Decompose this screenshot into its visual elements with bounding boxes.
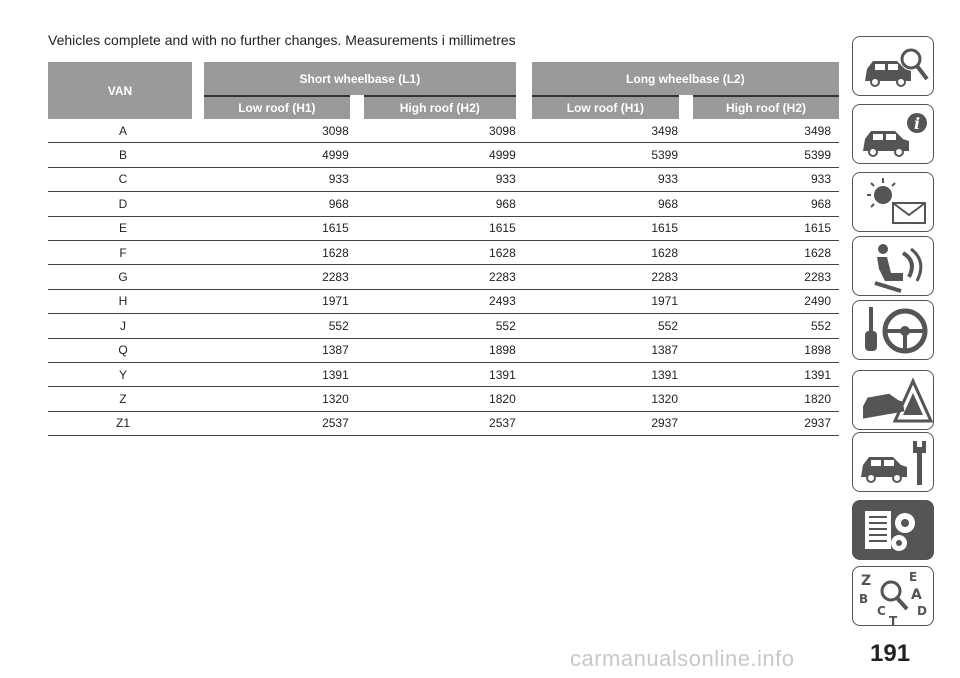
cell: 5399 (524, 143, 686, 167)
table-row (48, 387, 839, 411)
cell: 2283 (357, 265, 524, 289)
table-row (48, 143, 839, 167)
sidebar-tab-information[interactable] (852, 104, 934, 164)
row-label: G (48, 265, 198, 289)
cell: 3098 (357, 119, 524, 143)
cell: 3498 (686, 119, 839, 143)
sidebar-tab-warning-lights[interactable] (852, 172, 934, 232)
seat-airbag-icon (853, 237, 935, 297)
car-search-icon (853, 37, 935, 97)
cell: 1391 (198, 362, 357, 386)
cell: 933 (357, 167, 524, 191)
cell: 3498 (524, 119, 686, 143)
cell: 4999 (198, 143, 357, 167)
cell: 933 (524, 167, 686, 191)
long-wheelbase-header: Long wheelbase (L2) (524, 62, 839, 96)
cell: 552 (686, 314, 839, 338)
cell: 1387 (524, 338, 686, 362)
index-letter: Z (861, 573, 872, 589)
dimensions-table (48, 62, 839, 436)
cell: 1391 (524, 362, 686, 386)
svg-text:i: i (914, 114, 921, 133)
table-row (48, 338, 839, 362)
car-breakdown-warning-icon (853, 371, 935, 431)
cell: 2493 (357, 289, 524, 313)
sidebar-tab-starting-and-driving[interactable] (852, 300, 934, 360)
cell: 2283 (198, 265, 357, 289)
index-letter: E (909, 570, 918, 584)
cell: 1898 (357, 338, 524, 362)
table-row (48, 265, 839, 289)
cell: 1628 (524, 240, 686, 264)
cell: 968 (686, 192, 839, 216)
watermark: carmanualsonline.info (570, 646, 795, 671)
cell: 2283 (524, 265, 686, 289)
cell: 3098 (198, 119, 357, 143)
row-label: F (48, 240, 198, 264)
sidebar-tab-in-an-emergency[interactable] (852, 370, 934, 430)
index-letter: T (889, 614, 898, 627)
cell: 2937 (524, 411, 686, 435)
row-label: Q (48, 338, 198, 362)
cell: 2537 (198, 411, 357, 435)
cell: 4999 (357, 143, 524, 167)
cell: 1971 (524, 289, 686, 313)
cell: 1628 (357, 240, 524, 264)
cell: 2537 (357, 411, 524, 435)
subheader-l1-h1: Low roof (H1) (198, 96, 357, 119)
cell: 933 (198, 167, 357, 191)
index-letter: B (859, 592, 869, 606)
cell: 1320 (198, 387, 357, 411)
cell: 1898 (686, 338, 839, 362)
row-label: H (48, 289, 198, 313)
index-letter: A (911, 587, 922, 603)
table-row (48, 240, 839, 264)
cell: 552 (357, 314, 524, 338)
technical-data-gear-icon (853, 501, 935, 561)
cell: 1820 (686, 387, 839, 411)
table-row (48, 362, 839, 386)
row-label: C (48, 167, 198, 191)
sidebar-tab-index[interactable] (852, 566, 934, 626)
table-row (48, 167, 839, 191)
cell: 1628 (198, 240, 357, 264)
sidebar-tab-technical-data[interactable] (852, 500, 934, 560)
sidebar-tab-servicing-and-care[interactable] (852, 432, 934, 492)
cell: 1628 (686, 240, 839, 264)
cell: 1971 (198, 289, 357, 313)
row-label: B (48, 143, 198, 167)
car-wrench-icon (853, 433, 935, 493)
short-wheelbase-header: Short wheelbase (L1) (198, 62, 524, 96)
row-label: A (48, 119, 198, 143)
page-number: 191 (870, 640, 911, 667)
cell: 1391 (357, 362, 524, 386)
row-label: D (48, 192, 198, 216)
warning-light-message-icon (853, 173, 935, 233)
cell: 933 (686, 167, 839, 191)
cell: 552 (524, 314, 686, 338)
subheader-l2-h2: High roof (H2) (686, 96, 839, 119)
index-letter: C (877, 604, 886, 618)
table-row (48, 289, 839, 313)
cell: 2490 (686, 289, 839, 313)
table-row (48, 119, 839, 143)
cell: 1391 (686, 362, 839, 386)
index-letter: D (917, 604, 927, 618)
cell: 968 (198, 192, 357, 216)
sidebar-tab-safety[interactable] (852, 236, 934, 296)
row-label: E (48, 216, 198, 240)
row-label: Y (48, 362, 198, 386)
cell: 1320 (524, 387, 686, 411)
cell: 2283 (686, 265, 839, 289)
cell: 1387 (198, 338, 357, 362)
cell: 1615 (524, 216, 686, 240)
alphabetical-index-icon (853, 567, 935, 627)
cell: 968 (357, 192, 524, 216)
van-header: VAN (48, 62, 198, 119)
cell: 1615 (357, 216, 524, 240)
cell: 2937 (686, 411, 839, 435)
cell: 1820 (357, 387, 524, 411)
cell: 1615 (198, 216, 357, 240)
row-label: J (48, 314, 198, 338)
row-label: Z1 (48, 411, 198, 435)
cell: 1615 (686, 216, 839, 240)
cell: 5399 (686, 143, 839, 167)
table-row (48, 192, 839, 216)
car-info-icon (853, 105, 935, 165)
intro-text: Vehicles complete and with no further changes. Measurements i millimetres (48, 32, 516, 48)
table-row (48, 216, 839, 240)
subheader-l2-h1: Low roof (H1) (524, 96, 686, 119)
row-label: Z (48, 387, 198, 411)
cell: 968 (524, 192, 686, 216)
cell: 552 (198, 314, 357, 338)
key-steering-wheel-icon (853, 301, 935, 361)
sidebar-tab-knowing-your-vehicle[interactable] (852, 36, 934, 96)
table-row (48, 314, 839, 338)
table-row (48, 411, 839, 435)
subheader-l1-h2: High roof (H2) (357, 96, 524, 119)
